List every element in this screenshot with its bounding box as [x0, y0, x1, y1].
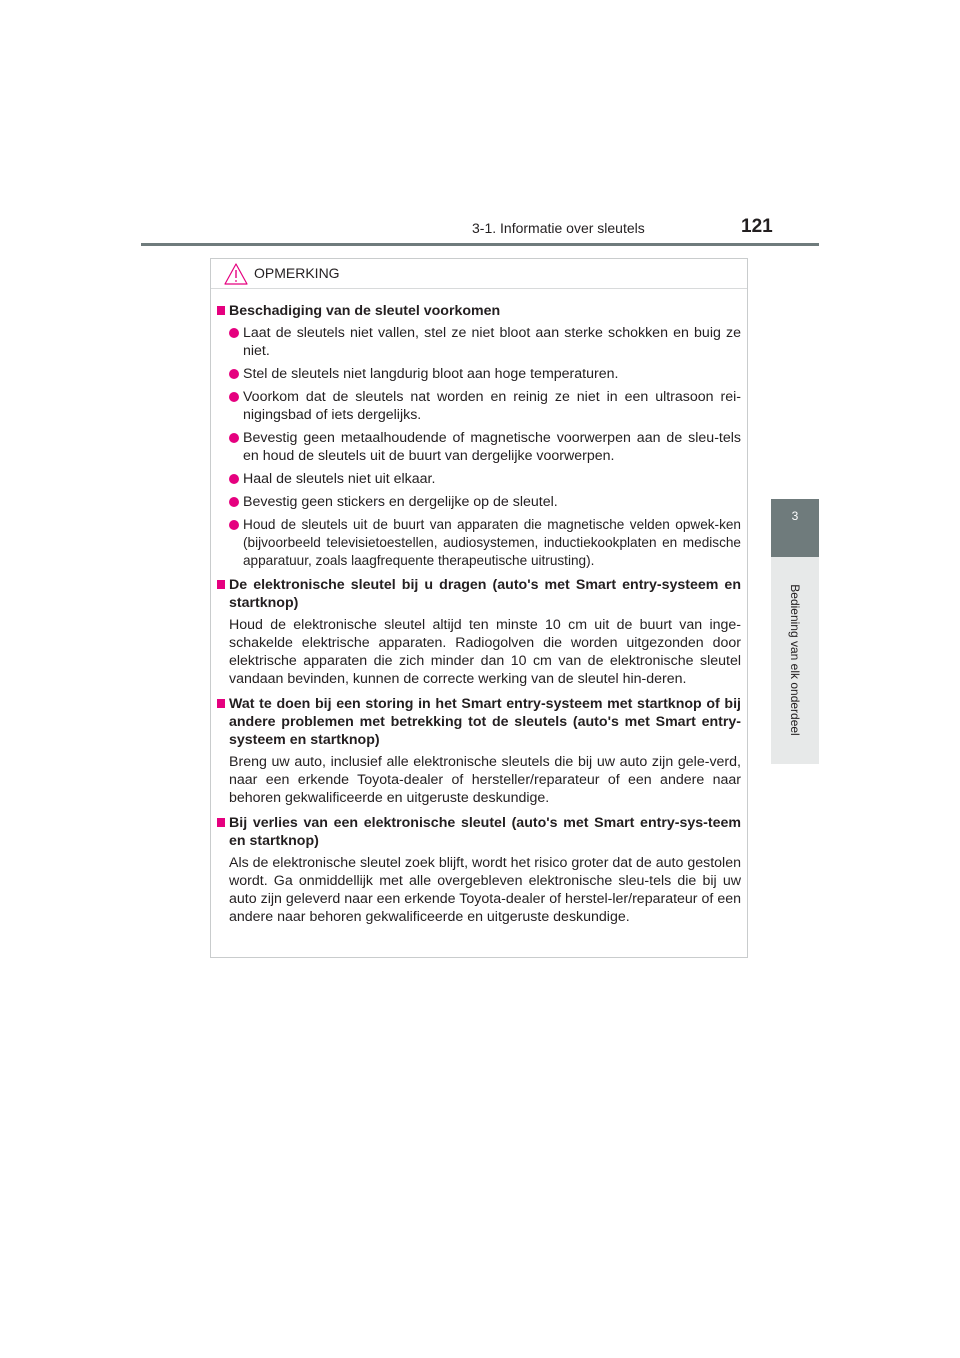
circle-bullet-icon: [229, 433, 239, 443]
chapter-label: Bediening van elk onderdeel: [788, 584, 802, 736]
square-bullet-icon: [217, 699, 225, 708]
list-item: [217, 516, 741, 570]
section-carrying-key: [217, 576, 741, 688]
list-item-text: Voorkom dat de sleutels nat worden en reinig ze niet in een ultrasoon rei-nigingsbad of iets dergelijks.: [243, 389, 741, 423]
list-item: [217, 470, 741, 488]
circle-bullet-icon: [229, 369, 239, 379]
section-key-lost: [217, 814, 741, 926]
section-title-heading: [217, 695, 741, 749]
section-title-heading: [217, 576, 741, 612]
section-title-heading: [217, 302, 741, 320]
list-item: [217, 365, 741, 383]
list-item: [217, 429, 741, 465]
notice-header: [211, 259, 747, 289]
section-damage-prevention: [217, 302, 741, 570]
section-heading-text: Bij verlies van een elektronische sleutel (auto's met Smart entry-sys-teem en startknop): [229, 815, 741, 849]
notice-title: OPMERKING: [254, 265, 340, 281]
bullet-list: [217, 324, 741, 570]
section-paragraph: Breng uw auto, inclusief alle elektronische sleutels die bij uw auto zijn gele-verd, naar een erkende Toyota-dealer of hersteller/reparateur of een andere naar behoren gekwalificeerde en uitgeruste deskundige.: [229, 754, 741, 806]
section-heading-text: De elektronische sleutel bij u dragen (auto's met Smart entry-systeem en startknop): [229, 577, 741, 611]
circle-bullet-icon: [229, 474, 239, 484]
list-item: [217, 493, 741, 511]
section-paragraph: Houd de elektronische sleutel altijd ten minste 10 cm uit de buurt van inge-schakelde elektrische apparaten. Radiogolven die worden uitgezonden door elektrische apparaten die zich minder dan 10 cm van de elektronische sleutel vandaan bevinden, kunnen de correcte werking van de sleutel hin-deren.: [229, 617, 741, 687]
square-bullet-icon: [217, 818, 225, 827]
warning-triangle-icon: [224, 263, 248, 285]
list-item-text: Bevestig geen stickers en dergelijke op de sleutel.: [243, 494, 558, 510]
list-item: [217, 324, 741, 360]
page-number: 121: [741, 216, 773, 237]
header-divider: [141, 243, 819, 246]
notice-body: [211, 289, 747, 926]
list-item: [217, 388, 741, 424]
notice-box: [210, 258, 748, 958]
section-title: 3-1. Informatie over sleutels: [472, 220, 645, 236]
square-bullet-icon: [217, 306, 225, 315]
list-item-text: Haal de sleutels niet uit elkaar.: [243, 471, 436, 487]
list-item-text: Bevestig geen metaalhoudende of magnetische voorwerpen aan de sleu-tels en houd de sleutels uit de buurt van dergelijke voorwerpen.: [243, 430, 741, 464]
square-bullet-icon: [217, 580, 225, 589]
section-heading-text: Beschadiging van de sleutel voorkomen: [229, 303, 501, 319]
circle-bullet-icon: [229, 392, 239, 402]
chapter-number: 3: [791, 509, 799, 523]
list-item-text: Stel de sleutels niet langdurig bloot aan hoge temperaturen.: [243, 366, 619, 382]
list-item-text: Houd de sleutels uit de buurt van apparaten die magnetische velden opwek-ken (bijvoorbeeld televisietoestellen, audiosystemen, inductiekookplaten en medische apparatuur, zoals laagfrequente therapeutische uitrusting).: [243, 517, 741, 568]
section-paragraph: Als de elektronische sleutel zoek blijft, wordt het risico groter dat de auto gestolen wordt. Ga onmiddellijk met alle overgebleven elektronische sleu-tels die bij uw auto zijn geleverd naar een erkende Toyota-dealer of herstel-ler/reparateur of een andere naar behoren gekwalificeerde en uitgeruste deskundige.: [229, 855, 741, 925]
circle-bullet-icon: [229, 497, 239, 507]
circle-bullet-icon: [229, 328, 239, 338]
section-heading-text: Wat te doen bij een storing in het Smart entry-systeem met startknop of bij andere problemen met betrekking tot de sleutels (auto's met Smart entry-systeem en startknop): [229, 696, 741, 748]
circle-bullet-icon: [229, 520, 239, 530]
list-item-text: Laat de sleutels niet vallen, stel ze niet bloot aan sterke schokken en buig ze niet.: [243, 325, 741, 359]
section-title-heading: [217, 814, 741, 850]
section-malfunction: [217, 695, 741, 807]
chapter-tab: [771, 499, 819, 557]
